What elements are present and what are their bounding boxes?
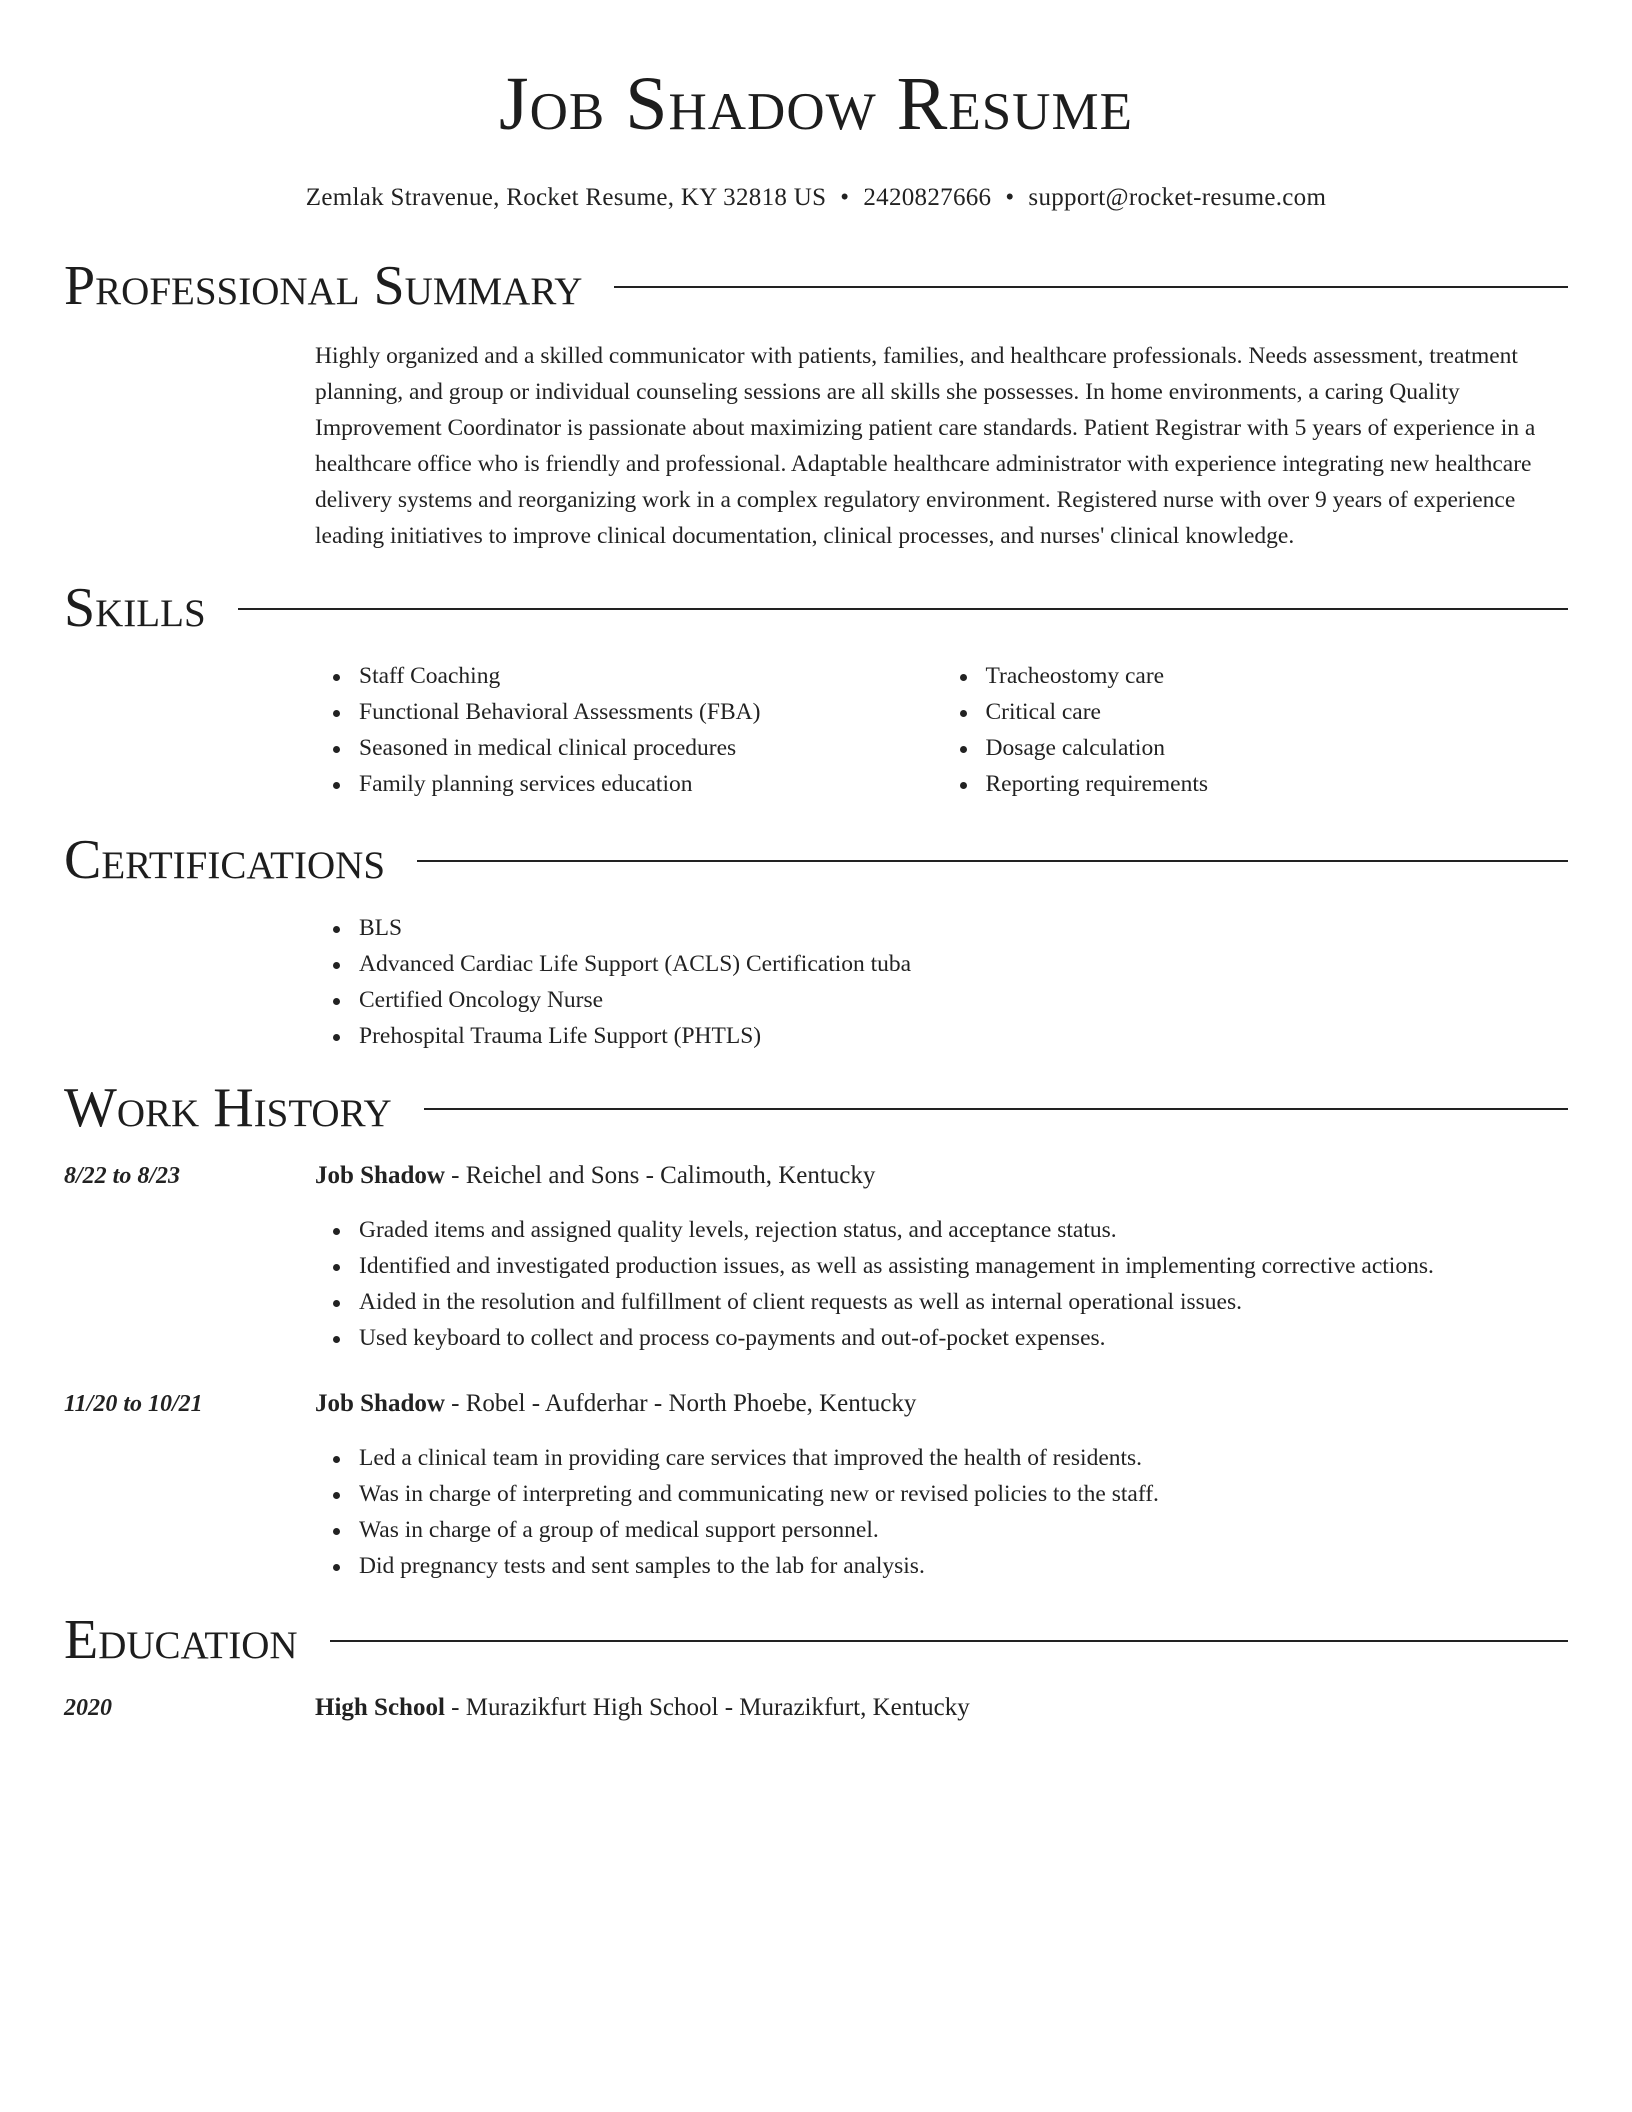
work-section-header — [64, 1076, 1568, 1140]
certification-item: Prehospital Trauma Life Support (PHTLS) — [359, 1018, 1568, 1054]
summary-text: Highly organized and a skilled communicator with patients, families, and healthcare professionals. Needs assessment, treatment planning, and group or individual counseling sessions are all skills she possesses. In home environments, a caring Quality Improvement Coordinator is passionate about maximizing patient care standards. Patient Registrar with 5 years of experience in a healthcare office who is friendly and professional. Adaptable healthcare administrator with experience integrating new healthcare delivery systems and reorganizing work in a complex regulatory environment. Registered nurse with over 9 years of experience leading initiatives to improve clinical documentation, clinical processes, and nurses' clinical knowledge. — [315, 343, 1536, 549]
skills-list — [315, 658, 1568, 802]
job-bullets — [315, 1212, 1568, 1356]
skills-column-left — [315, 658, 942, 802]
section-heading-skills: Skills — [64, 577, 206, 639]
job-bullet: Did pregnancy tests and sent samples to the lab for analysis. — [359, 1548, 1568, 1584]
certification-item: Certified Oncology Nurse — [359, 982, 1568, 1018]
resume-title: Job Shadow Resume — [499, 62, 1133, 146]
skill-item: Tracheostomy care — [986, 658, 1569, 694]
skill-item: Functional Behavioral Assessments (FBA) — [359, 694, 942, 730]
section-heading-education: Education — [64, 1609, 298, 1671]
education-entry — [64, 1690, 1568, 1726]
job-bullet: Led a clinical team in providing care services that improved the health of residents. — [359, 1440, 1568, 1476]
section-heading-certifications: Certifications — [64, 829, 386, 891]
skill-item: Critical care — [986, 694, 1569, 730]
job-bullets — [315, 1440, 1568, 1584]
job-bullet: Used keyboard to collect and process co-payments and out-of-pocket expenses. — [359, 1320, 1568, 1356]
email: support@rocket-resume.com — [1028, 184, 1327, 211]
job-employer: - Robel - Aufderhar - North Phoebe, Kentucky — [444, 1390, 917, 1417]
education-heading — [315, 1690, 970, 1726]
education-date: 2020 — [64, 1695, 112, 1721]
job-bullet: Identified and investigated production issues, as well as assisting management in implementing corrective actions. — [359, 1248, 1568, 1284]
phone: 2420827666 — [863, 184, 992, 211]
skill-item: Family planning services education — [359, 766, 942, 802]
job-bullet: Aided in the resolution and fulfillment of client requests as well as internal operational issues. — [359, 1284, 1568, 1320]
certifications-list — [315, 910, 1568, 1054]
skill-item: Reporting requirements — [986, 766, 1569, 802]
section-rule — [330, 1640, 1568, 1642]
certification-item: BLS — [359, 910, 1568, 946]
section-rule — [424, 1108, 1568, 1110]
section-heading-summary: Professional Summary — [64, 255, 583, 317]
education-school: - Murazikfurt High School - Murazikfurt, Kentucky — [444, 1694, 970, 1721]
section-rule — [238, 608, 1568, 610]
skill-item: Staff Coaching — [359, 658, 942, 694]
job-bullet: Graded items and assigned quality levels, rejection status, and acceptance status. — [359, 1212, 1568, 1248]
skill-item: Seasoned in medical clinical procedures — [359, 730, 942, 766]
separator: • — [1005, 184, 1015, 211]
job-title: Job Shadow — [315, 1162, 445, 1189]
section-rule — [614, 286, 1568, 288]
summary-section-header — [64, 254, 1568, 318]
job-bullet: Was in charge of interpreting and communicating new or revised policies to the staff. — [359, 1476, 1568, 1512]
skill-item: Dosage calculation — [986, 730, 1569, 766]
certification-item: Advanced Cardiac Life Support (ACLS) Certification tuba — [359, 946, 1568, 982]
job-heading — [315, 1158, 875, 1194]
job-dates: 11/20 to 10/21 — [64, 1391, 203, 1417]
job-title: Job Shadow — [315, 1390, 445, 1417]
job-bullet: Was in charge of a group of medical support personnel. — [359, 1512, 1568, 1548]
certifications-section-header — [64, 828, 1568, 892]
job-entry — [64, 1158, 1568, 1356]
section-rule — [417, 860, 1568, 862]
contact-line — [64, 180, 1568, 216]
education-degree: High School — [315, 1694, 445, 1721]
skills-column-right — [942, 658, 1569, 802]
job-employer: - Reichel and Sons - Calimouth, Kentucky — [444, 1162, 876, 1189]
address: Zemlak Stravenue, Rocket Resume, KY 32818 US — [305, 184, 827, 211]
skills-section-header — [64, 576, 1568, 640]
job-dates: 8/22 to 8/23 — [64, 1163, 181, 1189]
separator: • — [840, 184, 850, 211]
section-heading-work-history: Work History — [64, 1077, 392, 1139]
job-entry — [64, 1386, 1568, 1584]
job-heading — [315, 1386, 916, 1422]
education-section-header — [64, 1608, 1568, 1672]
